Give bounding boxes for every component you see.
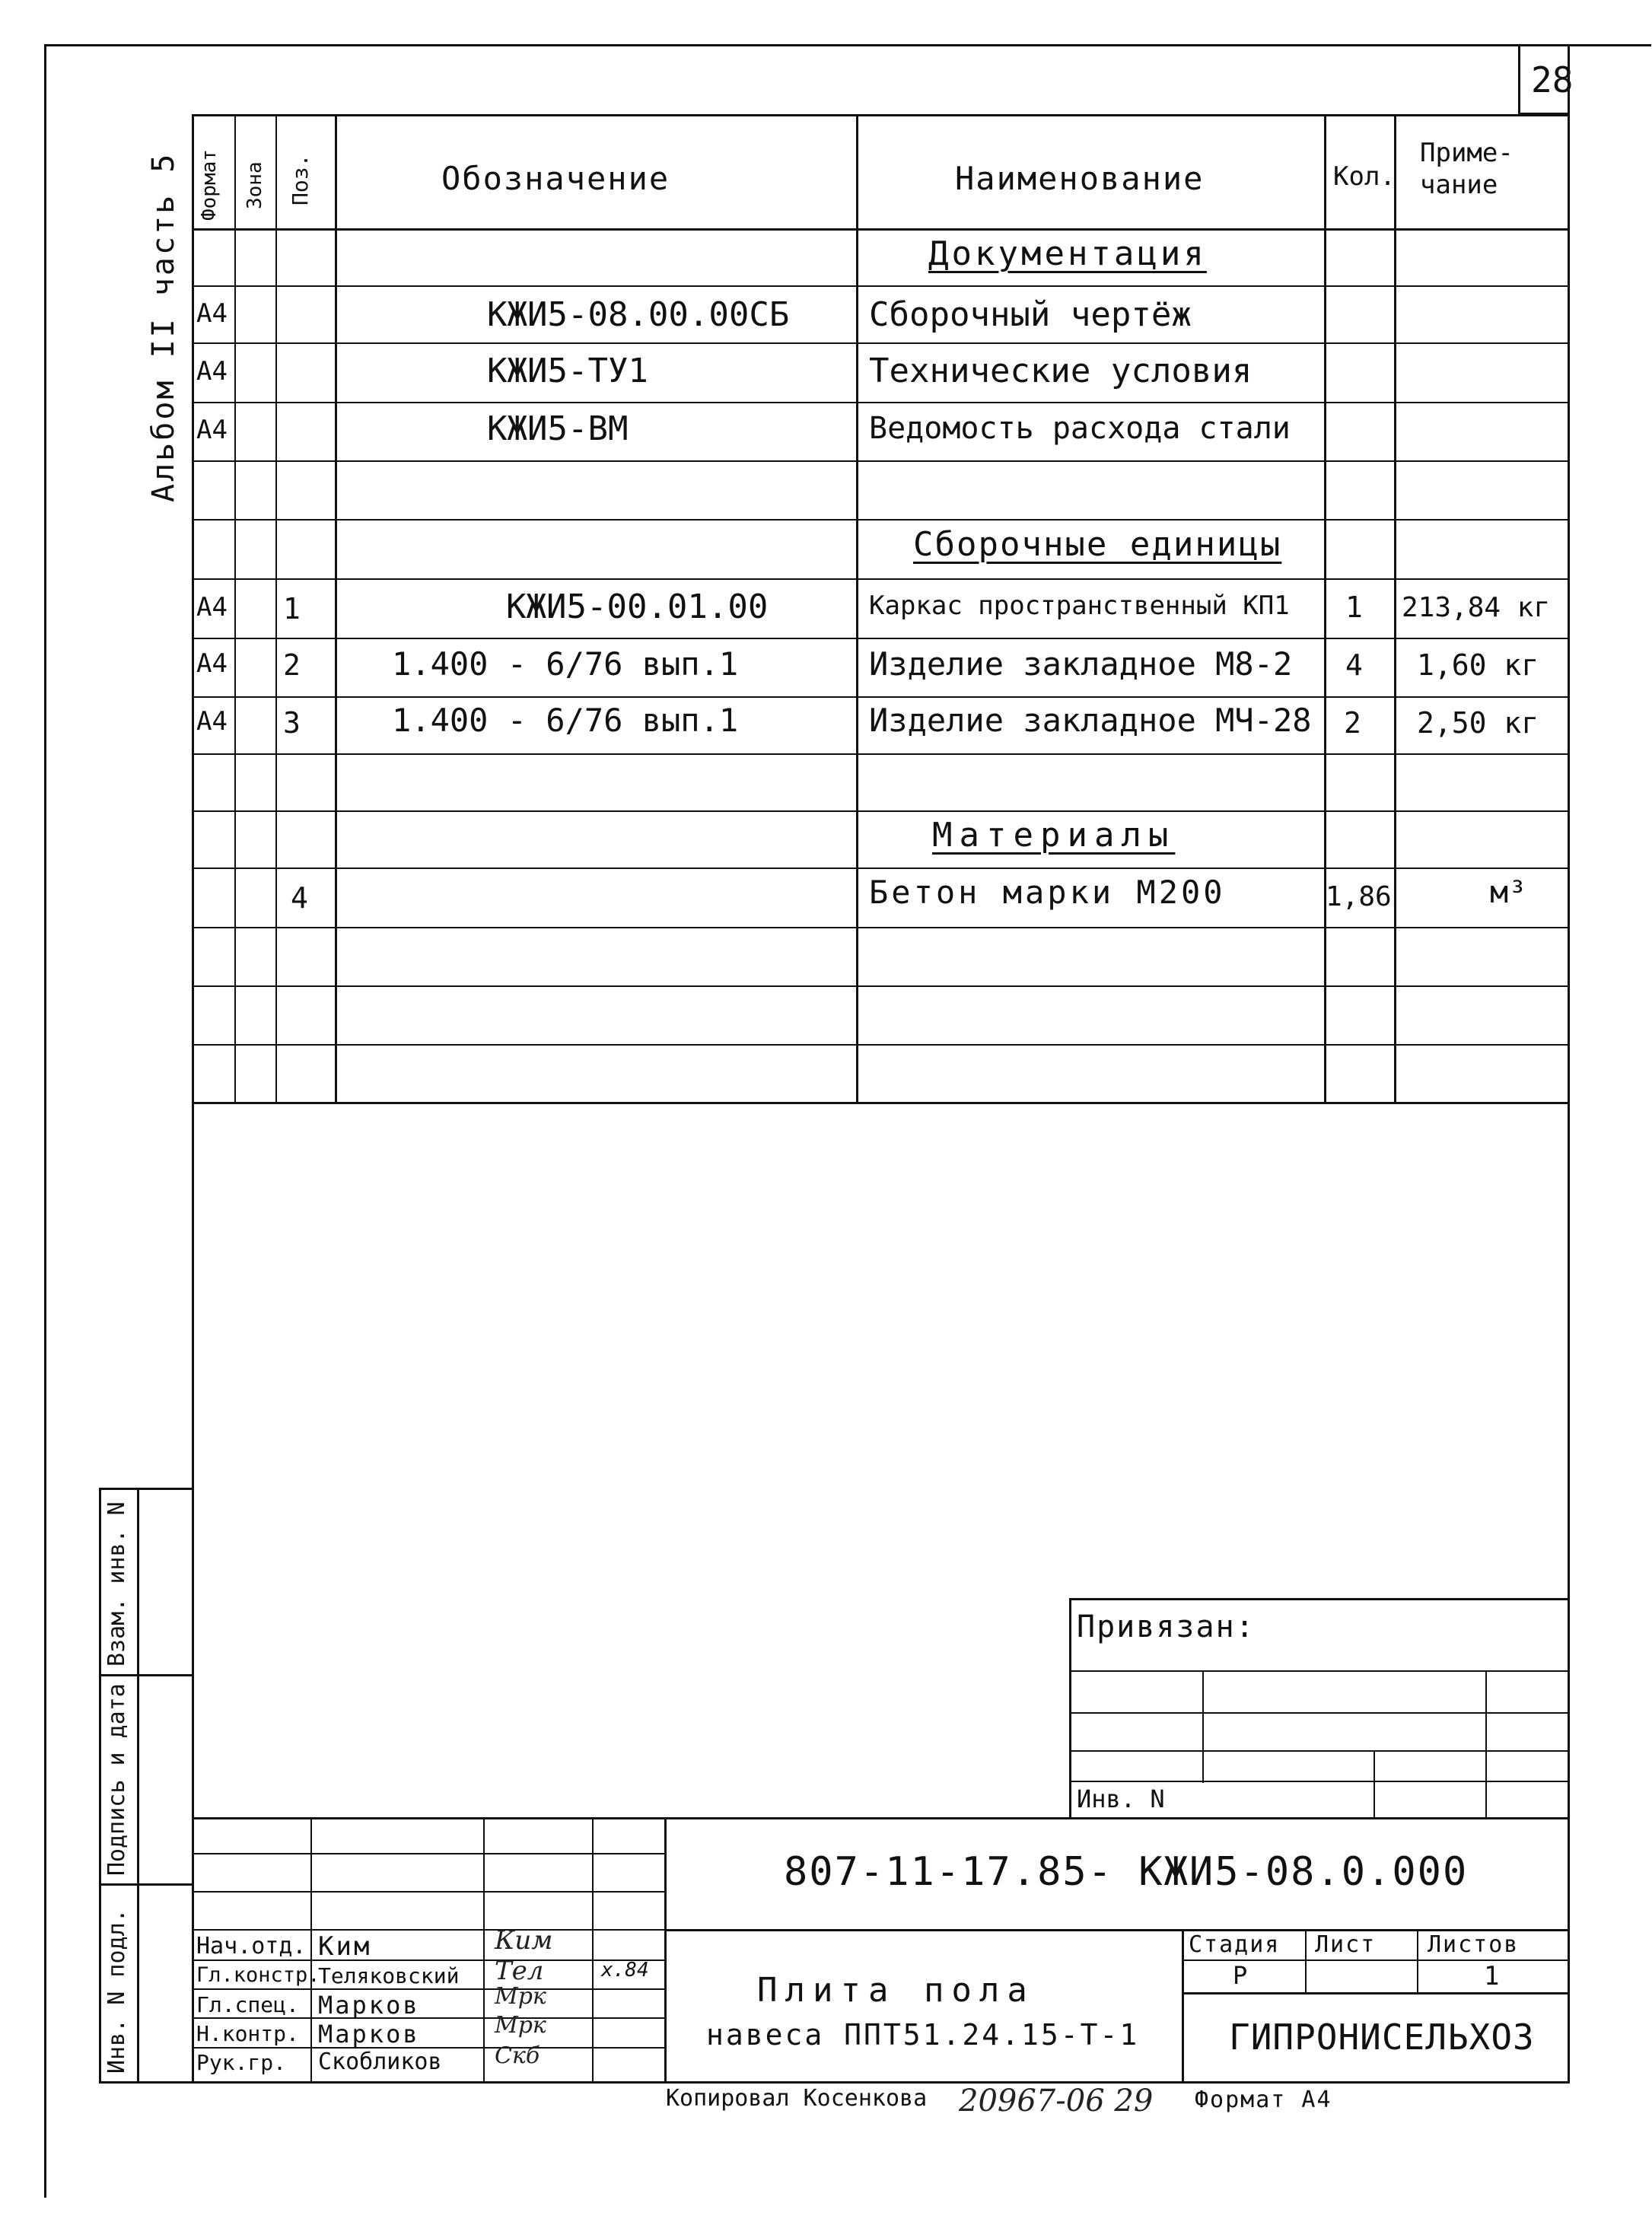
col-line-qty [1324, 114, 1326, 1103]
cell-designation: КЖИ5-ВМ [487, 409, 629, 448]
cell-designation: КЖИ5-00.01.00 [506, 587, 769, 626]
row-line [192, 696, 1569, 698]
side-stamp-top [99, 1488, 193, 1490]
side-album-label: Альбом II часть 5 [146, 151, 181, 502]
organization: ГИПРОНИСЕЛЬХОЗ [1229, 2017, 1535, 2058]
header-pos: Поз. [288, 154, 313, 205]
binding-row-line [1069, 1712, 1569, 1714]
binding-left [1069, 1598, 1071, 1819]
frame-bottom [99, 2081, 1569, 2084]
sheet-number: 28 [1531, 59, 1574, 100]
roles-col-line [592, 1817, 594, 2082]
side-stamp-inv-orig: Инв. N подл. [103, 1909, 130, 2074]
role-name: Теляковский [318, 1963, 460, 1988]
roles-row-line [192, 1959, 664, 1961]
footer-format: Формат А4 [1195, 2087, 1332, 2113]
signature: Мрк [495, 1983, 546, 2010]
row-line [192, 753, 1569, 755]
cell-pos: 4 [291, 881, 308, 915]
roles-row-line [192, 1891, 664, 1893]
drawing-title-line2: навеса ППТ51.24.15-Т-1 [706, 2018, 1140, 2052]
cell-pos: 3 [283, 706, 301, 740]
row-line [192, 1044, 1569, 1046]
row-line [192, 985, 1569, 987]
col-line-name [856, 114, 858, 1103]
header-name: Наименование [955, 160, 1205, 197]
roles-row-line [192, 2017, 664, 2019]
table-header-bottom [192, 228, 1569, 231]
row-line [192, 638, 1569, 639]
cell-note: 1,60 кг [1417, 648, 1539, 682]
roles-row-line [192, 1929, 664, 1931]
signature: Мрк [495, 2012, 546, 2039]
cell-designation: 1.400 - 6/76 вып.1 [392, 702, 739, 739]
cell-name: Ведомость расхода стали [869, 411, 1291, 446]
role-label: Н.контр. [196, 2021, 299, 2046]
row-line [192, 519, 1569, 521]
header-format: Формат [198, 149, 221, 221]
signature: Скб [495, 2042, 540, 2069]
title-stage-col [1417, 1929, 1418, 1994]
side-stamp-line [99, 1883, 193, 1886]
signature: Тел [495, 1956, 544, 1986]
title-stage-bottom [1182, 1992, 1569, 1994]
row-line [192, 285, 1569, 287]
cell-name: Бетон марки М200 [869, 874, 1226, 911]
footer-order-number: 20967-06 29 [959, 2084, 1154, 2119]
table-bottom [192, 1102, 1569, 1104]
cell-qty: 1 [1345, 591, 1363, 624]
header-designation: Обозначение [441, 160, 670, 197]
role-name: Скобликов [318, 2049, 442, 2075]
sheet-number-box-left [1518, 44, 1520, 114]
cell-note: 2,50 кг [1417, 706, 1539, 740]
cell-format: А4 [196, 356, 228, 387]
cell-format: А4 [196, 415, 228, 445]
roles-row-line [192, 1988, 664, 1990]
cell-name: Каркас пространственный КП1 [869, 591, 1290, 621]
row-line [192, 402, 1569, 403]
side-stamp-mid [137, 1488, 139, 2083]
role-label: Нач.отд. [196, 1933, 307, 1959]
binding-inv: Инв. N [1077, 1784, 1165, 1813]
row-line [192, 868, 1569, 869]
row-line [192, 927, 1569, 928]
section-materials: Материалы [932, 816, 1176, 855]
header-zone: Зона [244, 161, 266, 209]
roles-col-line [310, 1817, 312, 2082]
role-label: Гл.констр. [196, 1963, 320, 1987]
cell-name: Изделие закладное М8-2 [869, 645, 1293, 683]
cell-pos: 1 [283, 592, 301, 626]
role-label: Рук.гр. [196, 2050, 287, 2075]
role-name: Ким [318, 1931, 372, 1962]
signature-date: х.84 [601, 1959, 649, 1982]
title-block-top [192, 1817, 1569, 1819]
cell-pos: 2 [283, 648, 301, 682]
table-top [192, 114, 1569, 116]
binding-top [1069, 1598, 1569, 1600]
role-name: Марков [318, 1991, 420, 2020]
binding-row-line [1069, 1750, 1569, 1752]
side-stamp-interchange: Взам. инв. N [103, 1501, 130, 1667]
cell-designation: КЖИ5-08.00.00СБ [487, 295, 790, 334]
col-line-note [1394, 114, 1396, 1103]
stage-value: Р [1233, 1961, 1248, 1990]
stage-label: Стадия [1189, 1931, 1281, 1958]
header-qty: Кол. [1333, 161, 1396, 192]
roles-row-line [192, 1853, 664, 1854]
drawing-code: 807-11-17.85- КЖИ5-08.0.000 [784, 1849, 1469, 1895]
row-line [192, 342, 1569, 344]
sheet-label: Лист [1315, 1931, 1377, 1958]
title-org-divider [1182, 1929, 1184, 2081]
col-line-designation [335, 114, 337, 1103]
side-stamp-sign-date: Подпись и дата [103, 1683, 130, 1876]
side-stamp-left [99, 1488, 101, 2083]
title-stage-col [1305, 1929, 1307, 1994]
cell-name: Сборочный чертёж [869, 295, 1192, 334]
role-name: Марков [318, 2020, 420, 2049]
binding-label: Привязан: [1077, 1609, 1256, 1644]
frame-right [1568, 44, 1570, 2084]
binding-col-line [1373, 1750, 1375, 1819]
section-assembly-units: Сборочные единицы [913, 525, 1282, 564]
cell-designation: КЖИ5-ТУ1 [487, 352, 648, 390]
cell-note: м³ [1490, 875, 1527, 910]
cell-format: А4 [196, 592, 228, 622]
section-documentation: Документация [928, 234, 1207, 273]
drawing-title-line1: Плита пола [757, 1971, 1035, 2010]
cell-name: Технические условия [869, 352, 1253, 390]
side-stamp-line [99, 1674, 193, 1676]
cell-qty: 1,86 [1326, 881, 1392, 912]
sheets-value: 1 [1484, 1961, 1500, 1991]
row-line [192, 810, 1569, 812]
binding-col-line [1485, 1670, 1487, 1819]
col-line-pos [275, 114, 277, 1103]
cell-name: Изделие закладное МЧ-28 [869, 702, 1312, 739]
signature: Ким [495, 1925, 553, 1956]
cell-note: 213,84 кг [1402, 592, 1551, 623]
row-line [192, 578, 1569, 580]
footer-copied: Копировал Косенкова [666, 2085, 928, 2112]
roles-col-line [483, 1817, 485, 2082]
cell-format: А4 [196, 706, 228, 737]
cell-qty: 2 [1344, 706, 1361, 740]
binding-row-line [1069, 1781, 1569, 1782]
header-note: Приме- чание [1420, 138, 1514, 200]
binding-row-line [1069, 1670, 1569, 1672]
cell-qty: 4 [1345, 648, 1363, 682]
col-line-zone [234, 114, 236, 1103]
binding-col-line [1202, 1670, 1204, 1783]
cell-format: А4 [196, 298, 228, 329]
role-label: Гл.спец. [196, 1992, 299, 2017]
title-block-divider [664, 1817, 667, 2082]
cell-designation: 1.400 - 6/76 вып.1 [392, 645, 739, 683]
sheets-label: Листов [1428, 1931, 1520, 1958]
cell-format: А4 [196, 648, 228, 679]
frame-top [46, 44, 1651, 46]
frame-left [44, 44, 46, 2198]
frame-inner-left [192, 114, 194, 2081]
row-line [192, 460, 1569, 462]
